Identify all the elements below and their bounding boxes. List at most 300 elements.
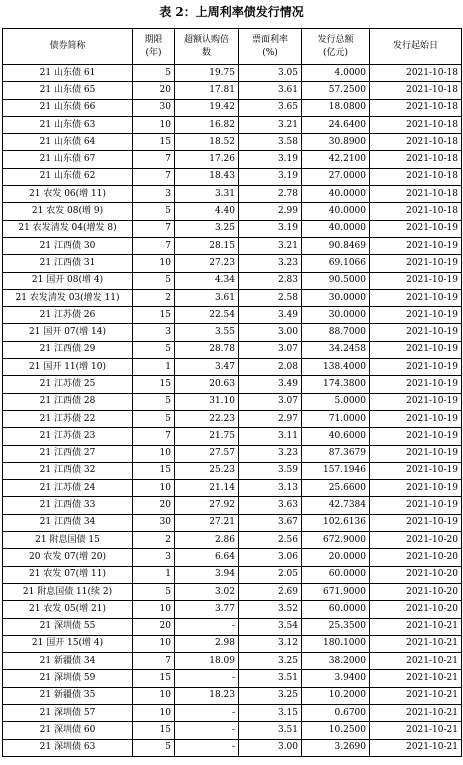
bond-name-cell: 21 江西债 31 [3, 255, 133, 272]
issue-date-cell: 2021-10-21 [370, 704, 462, 721]
term-cell: 15 [133, 670, 175, 687]
issue-amount-cell: 157.1946 [302, 462, 370, 479]
issue-date-cell: 2021-10-19 [370, 307, 462, 324]
issue-date-cell: 2021-10-19 [370, 376, 462, 393]
table-header [3, 29, 462, 65]
term-cell: 7 [133, 237, 175, 254]
oversubscription-cell: 3.61 [175, 289, 239, 306]
oversubscription-cell: 27.92 [175, 497, 239, 514]
oversubscription-cell: 28.15 [175, 237, 239, 254]
issue-amount-cell: 30.0000 [302, 307, 370, 324]
table-row [3, 480, 462, 497]
term-cell: 3 [133, 186, 175, 203]
bond-name-cell: 21 山东债 66 [3, 99, 133, 116]
table-row [3, 514, 462, 531]
term-cell: 10 [133, 480, 175, 497]
issue-amount-cell: 174.3800 [302, 376, 370, 393]
issue-amount-cell: 5.0000 [302, 393, 370, 410]
header-issue-date [370, 29, 462, 65]
bond-name-cell: 21 国开 08(增 4) [3, 272, 133, 289]
issue-date-cell: 2021-10-21 [370, 635, 462, 652]
oversubscription-cell: - [175, 739, 239, 756]
oversubscription-cell: 27.57 [175, 445, 239, 462]
table-row [3, 341, 462, 358]
coupon-rate-cell: 3.19 [239, 151, 302, 168]
bond-name-cell: 21 江西债 28 [3, 393, 133, 410]
issue-date-cell: 2021-10-19 [370, 480, 462, 497]
coupon-rate-cell: 3.15 [239, 704, 302, 721]
oversubscription-cell: 20.63 [175, 376, 239, 393]
term-cell: 7 [133, 168, 175, 185]
issue-amount-cell: 671.9000 [302, 583, 370, 600]
issue-date-cell: 2021-10-18 [370, 168, 462, 185]
issue-date-cell: 2021-10-19 [370, 514, 462, 531]
term-cell: 5 [133, 203, 175, 220]
issue-date-cell: 2021-10-19 [370, 359, 462, 376]
bond-name-cell: 21 新疆债 34 [3, 653, 133, 670]
table-row [3, 203, 462, 220]
issue-amount-cell: 69.1066 [302, 255, 370, 272]
issue-date-cell: 2021-10-21 [370, 653, 462, 670]
table-row [3, 497, 462, 514]
coupon-rate-cell: 3.61 [239, 82, 302, 99]
table-row [3, 393, 462, 410]
issue-date-cell: 2021-10-19 [370, 272, 462, 289]
coupon-rate-cell: 3.23 [239, 445, 302, 462]
coupon-rate-cell: 2.08 [239, 359, 302, 376]
term-cell: 15 [133, 134, 175, 151]
term-cell: 5 [133, 65, 175, 82]
issue-amount-cell: 138.4000 [302, 359, 370, 376]
term-cell: 30 [133, 514, 175, 531]
coupon-rate-cell: 3.23 [239, 255, 302, 272]
oversubscription-cell: 21.75 [175, 428, 239, 445]
term-cell: 7 [133, 151, 175, 168]
oversubscription-cell: - [175, 670, 239, 687]
header-text: 数 [201, 47, 211, 58]
bond-name-cell: 21 农发清发 03(增发 11) [3, 289, 133, 306]
term-cell: 2 [133, 532, 175, 549]
bond-name-cell: 21 江西债 33 [3, 497, 133, 514]
issue-amount-cell: 40.6000 [302, 428, 370, 445]
oversubscription-cell: 22.23 [175, 410, 239, 427]
oversubscription-cell: 19.42 [175, 99, 239, 116]
issue-amount-cell: 40.0000 [302, 203, 370, 220]
bond-issuance-table [2, 28, 462, 757]
issue-amount-cell: 3.9400 [302, 670, 370, 687]
term-cell: 3 [133, 324, 175, 341]
oversubscription-cell: 3.02 [175, 583, 239, 600]
coupon-rate-cell: 3.65 [239, 99, 302, 116]
table-row [3, 687, 462, 704]
table-row [3, 445, 462, 462]
term-cell: 10 [133, 635, 175, 652]
table-row [3, 653, 462, 670]
coupon-rate-cell: 3.19 [239, 168, 302, 185]
issue-amount-cell: 20.0000 [302, 549, 370, 566]
issue-date-cell: 2021-10-21 [370, 618, 462, 635]
oversubscription-cell: 28.78 [175, 341, 239, 358]
table-row [3, 99, 462, 116]
term-cell: 5 [133, 393, 175, 410]
oversubscription-cell: 31.10 [175, 393, 239, 410]
issue-date-cell: 2021-10-19 [370, 393, 462, 410]
coupon-rate-cell: 2.56 [239, 532, 302, 549]
issue-amount-cell: 88.7000 [302, 324, 370, 341]
bond-name-cell: 21 山东债 64 [3, 134, 133, 151]
coupon-rate-cell: 2.69 [239, 583, 302, 600]
oversubscription-cell: 3.77 [175, 601, 239, 618]
issue-date-cell: 2021-10-18 [370, 99, 462, 116]
issue-amount-cell: 180.1000 [302, 635, 370, 652]
issue-date-cell: 2021-10-19 [370, 237, 462, 254]
table-row [3, 566, 462, 583]
header-row [3, 29, 462, 65]
issue-date-cell: 2021-10-18 [370, 134, 462, 151]
issue-amount-cell: 10.2500 [302, 722, 370, 739]
bond-name-cell: 21 农发清发 04(增发 8) [3, 220, 133, 237]
oversubscription-cell: - [175, 618, 239, 635]
coupon-rate-cell: 3.58 [239, 134, 302, 151]
issue-amount-cell: 3.2690 [302, 739, 370, 756]
bond-name-cell: 21 深圳债 57 [3, 704, 133, 721]
issue-amount-cell: 38.2000 [302, 653, 370, 670]
term-cell: 15 [133, 462, 175, 479]
issue-amount-cell: 42.7384 [302, 497, 370, 514]
header-text: (亿元) [322, 47, 349, 58]
issue-date-cell: 2021-10-20 [370, 583, 462, 600]
issue-amount-cell: 60.0000 [302, 566, 370, 583]
bond-name-cell: 21 江西债 29 [3, 341, 133, 358]
term-cell: 7 [133, 220, 175, 237]
issue-date-cell: 2021-10-21 [370, 739, 462, 756]
coupon-rate-cell: 2.58 [239, 289, 302, 306]
bond-name-cell: 21 农发 05(增 21) [3, 601, 133, 618]
oversubscription-cell: - [175, 704, 239, 721]
header-text: (年) [145, 47, 162, 58]
coupon-rate-cell: 3.63 [239, 497, 302, 514]
oversubscription-cell: 18.23 [175, 687, 239, 704]
coupon-rate-cell: 3.19 [239, 220, 302, 237]
bond-name-cell: 21 江苏债 24 [3, 480, 133, 497]
oversubscription-cell: 22.54 [175, 307, 239, 324]
issue-date-cell: 2021-10-18 [370, 186, 462, 203]
coupon-rate-cell: 3.05 [239, 65, 302, 82]
oversubscription-cell: 3.31 [175, 186, 239, 203]
issue-date-cell: 2021-10-21 [370, 722, 462, 739]
issue-amount-cell: 90.8469 [302, 237, 370, 254]
bond-name-cell: 21 江苏债 26 [3, 307, 133, 324]
term-cell: 15 [133, 307, 175, 324]
term-cell: 5 [133, 272, 175, 289]
term-cell: 5 [133, 583, 175, 600]
coupon-rate-cell: 3.11 [239, 428, 302, 445]
bond-name-cell: 21 江西债 30 [3, 237, 133, 254]
term-cell: 10 [133, 445, 175, 462]
bond-name-cell: 21 山东债 61 [3, 65, 133, 82]
issue-date-cell: 2021-10-19 [370, 462, 462, 479]
table-row [3, 532, 462, 549]
bond-name-cell: 21 附息国债 15 [3, 532, 133, 549]
issue-date-cell: 2021-10-19 [370, 341, 462, 358]
bond-name-cell: 21 国开 11(增 10) [3, 359, 133, 376]
coupon-rate-cell: 3.49 [239, 376, 302, 393]
table-row [3, 376, 462, 393]
coupon-rate-cell: 3.21 [239, 237, 302, 254]
issue-date-cell: 2021-10-18 [370, 203, 462, 220]
coupon-rate-cell: 2.99 [239, 203, 302, 220]
oversubscription-cell: 3.25 [175, 220, 239, 237]
issue-date-cell: 2021-10-21 [370, 687, 462, 704]
table-row [3, 289, 462, 306]
bond-name-cell: 20 农发 07(增 20) [3, 549, 133, 566]
table-row [3, 186, 462, 203]
oversubscription-cell: 19.75 [175, 65, 239, 82]
bond-name-cell: 21 江西债 27 [3, 445, 133, 462]
issue-amount-cell: 87.3679 [302, 445, 370, 462]
table-row [3, 272, 462, 289]
issue-amount-cell: 0.6700 [302, 704, 370, 721]
table-row [3, 116, 462, 133]
oversubscription-cell: 27.23 [175, 255, 239, 272]
table-row [3, 307, 462, 324]
coupon-rate-cell: 3.25 [239, 653, 302, 670]
header-text: (%) [262, 47, 278, 58]
issue-date-cell: 2021-10-18 [370, 151, 462, 168]
oversubscription-cell: 18.09 [175, 653, 239, 670]
bond-name-cell: 21 深圳债 60 [3, 722, 133, 739]
table-row [3, 151, 462, 168]
oversubscription-cell: 4.40 [175, 203, 239, 220]
coupon-rate-cell: 3.21 [239, 116, 302, 133]
coupon-rate-cell: 3.52 [239, 601, 302, 618]
issue-amount-cell: 71.0000 [302, 410, 370, 427]
term-cell: 15 [133, 376, 175, 393]
oversubscription-cell: 3.55 [175, 324, 239, 341]
oversubscription-cell: 25.23 [175, 462, 239, 479]
table-row [3, 324, 462, 341]
table-row [3, 670, 462, 687]
coupon-rate-cell: 3.12 [239, 635, 302, 652]
header-bond-name [3, 29, 133, 65]
issue-date-cell: 2021-10-19 [370, 445, 462, 462]
oversubscription-cell: 21.14 [175, 480, 239, 497]
coupon-rate-cell: 2.78 [239, 186, 302, 203]
header-issue-amount [302, 29, 370, 65]
header-text: 发行起始日 [392, 41, 438, 51]
bond-name-cell: 21 深圳债 59 [3, 670, 133, 687]
issue-date-cell: 2021-10-21 [370, 670, 462, 687]
coupon-rate-cell: 3.67 [239, 514, 302, 531]
term-cell: 10 [133, 255, 175, 272]
bond-name-cell: 21 农发 06(增 11) [3, 186, 133, 203]
oversubscription-cell: 4.34 [175, 272, 239, 289]
issue-date-cell: 2021-10-19 [370, 497, 462, 514]
table-row [3, 635, 462, 652]
table-row [3, 168, 462, 185]
term-cell: 7 [133, 428, 175, 445]
oversubscription-cell: 18.52 [175, 134, 239, 151]
coupon-rate-cell: 3.25 [239, 687, 302, 704]
oversubscription-cell: 17.81 [175, 82, 239, 99]
issue-amount-cell: 102.6136 [302, 514, 370, 531]
table-row [3, 618, 462, 635]
coupon-rate-cell: 3.49 [239, 307, 302, 324]
issue-amount-cell: 25.6600 [302, 480, 370, 497]
table-row [3, 65, 462, 82]
bond-name-cell: 21 江苏债 23 [3, 428, 133, 445]
issue-amount-cell: 57.2500 [302, 82, 370, 99]
issue-amount-cell: 18.0800 [302, 99, 370, 116]
oversubscription-cell: 2.86 [175, 532, 239, 549]
header-term [133, 29, 175, 65]
issue-date-cell: 2021-10-18 [370, 116, 462, 133]
oversubscription-cell: 18.43 [175, 168, 239, 185]
oversubscription-cell: - [175, 722, 239, 739]
coupon-rate-cell: 3.59 [239, 462, 302, 479]
term-cell: 15 [133, 722, 175, 739]
issue-amount-cell: 40.0000 [302, 220, 370, 237]
table-row [3, 549, 462, 566]
coupon-rate-cell: 2.05 [239, 566, 302, 583]
bond-name-cell: 21 江苏债 25 [3, 376, 133, 393]
header-text: 发行总额 [317, 34, 354, 45]
bond-name-cell: 21 附息国债 11(续 2) [3, 583, 133, 600]
table-row [3, 601, 462, 618]
oversubscription-cell: 3.94 [175, 566, 239, 583]
header-coupon-rate [239, 29, 302, 65]
term-cell: 5 [133, 739, 175, 756]
table-row [3, 410, 462, 427]
issue-date-cell: 2021-10-20 [370, 566, 462, 583]
bond-name-cell: 21 国开 07(增 14) [3, 324, 133, 341]
oversubscription-cell: 27.21 [175, 514, 239, 531]
table-row [3, 359, 462, 376]
issue-date-cell: 2021-10-20 [370, 601, 462, 618]
bond-name-cell: 21 江西债 32 [3, 462, 133, 479]
bond-name-cell: 21 江苏债 22 [3, 410, 133, 427]
term-cell: 7 [133, 653, 175, 670]
coupon-rate-cell: 3.07 [239, 393, 302, 410]
term-cell: 20 [133, 618, 175, 635]
issue-date-cell: 2021-10-19 [370, 410, 462, 427]
issue-date-cell: 2021-10-19 [370, 428, 462, 445]
table-row [3, 704, 462, 721]
issue-amount-cell: 4.0000 [302, 65, 370, 82]
bond-name-cell: 21 山东债 67 [3, 151, 133, 168]
bond-name-cell: 21 山东债 65 [3, 82, 133, 99]
term-cell: 30 [133, 99, 175, 116]
issue-amount-cell: 24.6400 [302, 116, 370, 133]
issue-date-cell: 2021-10-19 [370, 255, 462, 272]
table-row [3, 82, 462, 99]
issue-amount-cell: 90.5000 [302, 272, 370, 289]
header-text: 期限 [144, 34, 163, 45]
issue-amount-cell: 10.2000 [302, 687, 370, 704]
term-cell: 10 [133, 704, 175, 721]
bond-name-cell: 21 国开 15(增 4) [3, 635, 133, 652]
issue-amount-cell: 60.0000 [302, 601, 370, 618]
issue-date-cell: 2021-10-18 [370, 65, 462, 82]
bond-name-cell: 21 深圳债 63 [3, 739, 133, 756]
table-row [3, 722, 462, 739]
term-cell: 20 [133, 497, 175, 514]
coupon-rate-cell: 3.51 [239, 722, 302, 739]
term-cell: 20 [133, 82, 175, 99]
issue-amount-cell: 672.9000 [302, 532, 370, 549]
table-row [3, 237, 462, 254]
issue-date-cell: 2021-10-20 [370, 532, 462, 549]
table-row [3, 220, 462, 237]
term-cell: 1 [133, 566, 175, 583]
coupon-rate-cell: 2.97 [239, 410, 302, 427]
bond-name-cell: 21 山东债 63 [3, 116, 133, 133]
term-cell: 10 [133, 601, 175, 618]
coupon-rate-cell: 3.07 [239, 341, 302, 358]
oversubscription-cell: 2.98 [175, 635, 239, 652]
table-body [3, 65, 462, 757]
bond-name-cell: 21 新疆债 35 [3, 687, 133, 704]
bond-name-cell: 21 山东债 62 [3, 168, 133, 185]
oversubscription-cell: 6.64 [175, 549, 239, 566]
coupon-rate-cell: 3.51 [239, 670, 302, 687]
table-row [3, 134, 462, 151]
term-cell: 3 [133, 549, 175, 566]
coupon-rate-cell: 2.83 [239, 272, 302, 289]
issue-amount-cell: 27.0000 [302, 168, 370, 185]
bond-name-cell: 21 农发 08(增 9) [3, 203, 133, 220]
table-row [3, 255, 462, 272]
issue-amount-cell: 34.2458 [302, 341, 370, 358]
oversubscription-cell: 3.47 [175, 359, 239, 376]
issue-amount-cell: 30.0000 [302, 289, 370, 306]
table-row [3, 739, 462, 756]
bond-name-cell: 21 深圳债 55 [3, 618, 133, 635]
table-row [3, 583, 462, 600]
issue-date-cell: 2021-10-18 [370, 82, 462, 99]
header-text: 超额认购倍 [183, 34, 229, 45]
issue-amount-cell: 40.0000 [302, 186, 370, 203]
header-text: 债券简称 [49, 41, 86, 51]
coupon-rate-cell: 3.54 [239, 618, 302, 635]
term-cell: 1 [133, 359, 175, 376]
table-row [3, 462, 462, 479]
oversubscription-cell: 17.26 [175, 151, 239, 168]
coupon-rate-cell: 3.00 [239, 739, 302, 756]
term-cell: 2 [133, 289, 175, 306]
term-cell: 5 [133, 410, 175, 427]
header-text: 票面利率 [251, 34, 288, 45]
term-cell: 5 [133, 341, 175, 358]
bond-name-cell: 21 江西债 34 [3, 514, 133, 531]
coupon-rate-cell: 3.00 [239, 324, 302, 341]
issue-date-cell: 2021-10-19 [370, 324, 462, 341]
issue-amount-cell: 25.3500 [302, 618, 370, 635]
coupon-rate-cell: 3.13 [239, 480, 302, 497]
term-cell: 10 [133, 116, 175, 133]
issue-date-cell: 2021-10-19 [370, 220, 462, 237]
table-caption: 表 2：上周利率债发行情况 [159, 5, 304, 19]
issue-amount-cell: 42.2100 [302, 151, 370, 168]
header-oversubscription [175, 29, 239, 65]
term-cell: 10 [133, 687, 175, 704]
bond-name-cell: 21 农发 07(增 11) [3, 566, 133, 583]
coupon-rate-cell: 3.06 [239, 549, 302, 566]
issue-date-cell: 2021-10-19 [370, 289, 462, 306]
issue-amount-cell: 30.8900 [302, 134, 370, 151]
oversubscription-cell: 16.82 [175, 116, 239, 133]
table-row [3, 428, 462, 445]
